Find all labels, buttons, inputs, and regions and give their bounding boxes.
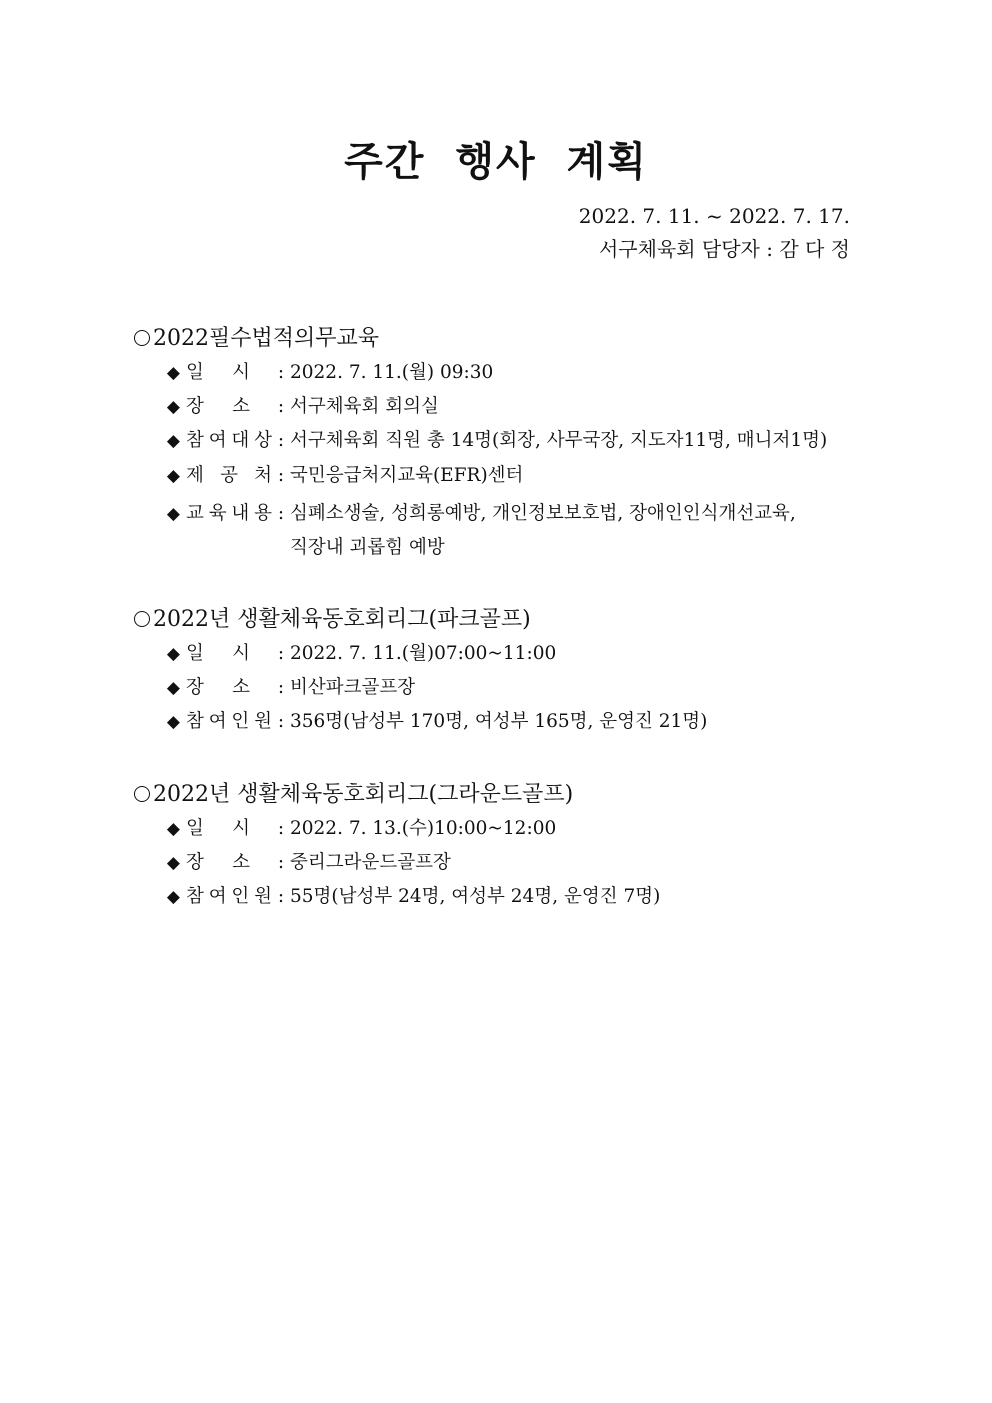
item-value-line: 직장내 괴롭힘 예방 — [290, 537, 445, 558]
circle-bullet-icon — [134, 786, 150, 802]
detail-item — [134, 846, 874, 880]
label-colon: : — [277, 852, 285, 873]
document-meta — [579, 200, 850, 266]
item-label: 참 여 대 상 — [186, 430, 272, 451]
item-value-line: 비산파크골프장 — [290, 677, 416, 698]
item-value — [290, 846, 874, 880]
item-value-line: 55명(남성부 24명, 여성부 24명, 운영진 7명) — [290, 886, 661, 907]
item-value-line: 서구체육회 직원 총 14명(회장, 사무국장, 지도자11명, 매니저1명) — [290, 430, 828, 451]
item-label: 일 시 — [186, 362, 250, 383]
event-section — [134, 603, 874, 739]
label-colon: : — [277, 886, 285, 907]
detail-item — [134, 705, 874, 739]
item-value — [290, 390, 874, 424]
item-value — [290, 705, 874, 739]
item-value — [290, 424, 874, 458]
item-value-line: 356명(남성부 170명, 여성부 165명, 운영진 21명) — [290, 711, 708, 732]
period-text: 2022. 7. 11. ~ 2022. 7. 17. — [578, 204, 850, 228]
event-section — [134, 322, 874, 565]
item-value-line: 2022. 7. 13.(수)10:00~12:00 — [290, 818, 557, 839]
circle-bullet-icon — [134, 611, 150, 627]
section-title-text: 2022필수법적의무교육 — [153, 326, 380, 351]
item-label: 일 시 — [186, 818, 250, 839]
label-colon: : — [277, 465, 285, 486]
diamond-bullet-icon: ◆ — [166, 504, 180, 524]
diamond-bullet-icon: ◆ — [166, 466, 180, 486]
label-colon: : — [277, 818, 285, 839]
label-colon: : — [277, 430, 285, 451]
detail-item — [134, 424, 874, 458]
page-title: 주간 행사 계획 — [344, 138, 648, 185]
diamond-bullet-icon: ◆ — [166, 853, 180, 873]
diamond-bullet-icon: ◆ — [166, 397, 180, 417]
section-title — [134, 322, 874, 356]
item-label: 참 여 인 원 — [186, 711, 272, 732]
detail-item — [134, 390, 874, 424]
label-colon: : — [277, 711, 285, 732]
item-label: 장 소 — [186, 852, 250, 873]
detail-item — [134, 812, 874, 846]
diamond-bullet-icon: ◆ — [166, 887, 180, 907]
label-colon: : — [277, 503, 285, 524]
item-value — [290, 671, 874, 705]
diamond-bullet-icon: ◆ — [166, 678, 180, 698]
section-title-text: 2022년 생활체육동호회리그(파크골프) — [153, 607, 531, 632]
section-title — [134, 603, 874, 637]
item-label: 장 소 — [186, 677, 250, 698]
detail-item — [134, 880, 874, 914]
detail-item — [134, 637, 874, 671]
diamond-bullet-icon: ◆ — [166, 644, 180, 664]
item-label: 장 소 — [186, 396, 250, 417]
item-label: 참 여 인 원 — [186, 886, 272, 907]
item-value-line: 2022. 7. 11.(월) 09:30 — [290, 362, 494, 383]
detail-item — [134, 497, 874, 565]
item-label: 제 공 처 — [186, 465, 272, 486]
label-colon: : — [277, 362, 285, 383]
item-value-line: 서구체육회 회의실 — [290, 396, 439, 417]
section-title — [134, 778, 874, 812]
diamond-bullet-icon: ◆ — [166, 363, 180, 383]
item-value-line: 국민응급처지교육(EFR)센터 — [290, 465, 524, 486]
item-value-line: 2022. 7. 11.(월)07:00~11:00 — [290, 643, 557, 664]
event-section — [134, 778, 874, 914]
item-label: 일 시 — [186, 643, 250, 664]
item-value-line: 중리그라운드골프장 — [290, 852, 451, 873]
manager-text: 서구체육회 담당자 : 감 다 정 — [598, 237, 850, 261]
label-colon: : — [277, 396, 285, 417]
item-value — [290, 812, 874, 846]
detail-item — [134, 459, 874, 493]
section-title-text: 2022년 생활체육동호회리그(그라운드골프) — [153, 782, 574, 807]
detail-item — [134, 671, 874, 705]
diamond-bullet-icon: ◆ — [166, 431, 180, 451]
item-value — [290, 356, 874, 390]
circle-bullet-icon — [134, 330, 150, 346]
item-value — [290, 637, 874, 671]
item-value — [290, 459, 874, 493]
item-label: 교 육 내 용 — [186, 503, 272, 524]
item-value-line: 심폐소생술, 성희롱예방, 개인정보보호법, 장애인인식개선교육, — [290, 503, 796, 524]
label-colon: : — [277, 677, 285, 698]
diamond-bullet-icon: ◆ — [166, 712, 180, 732]
item-value — [290, 880, 874, 914]
label-colon: : — [277, 643, 285, 664]
diamond-bullet-icon: ◆ — [166, 819, 180, 839]
item-value — [290, 497, 874, 565]
detail-item — [134, 356, 874, 390]
